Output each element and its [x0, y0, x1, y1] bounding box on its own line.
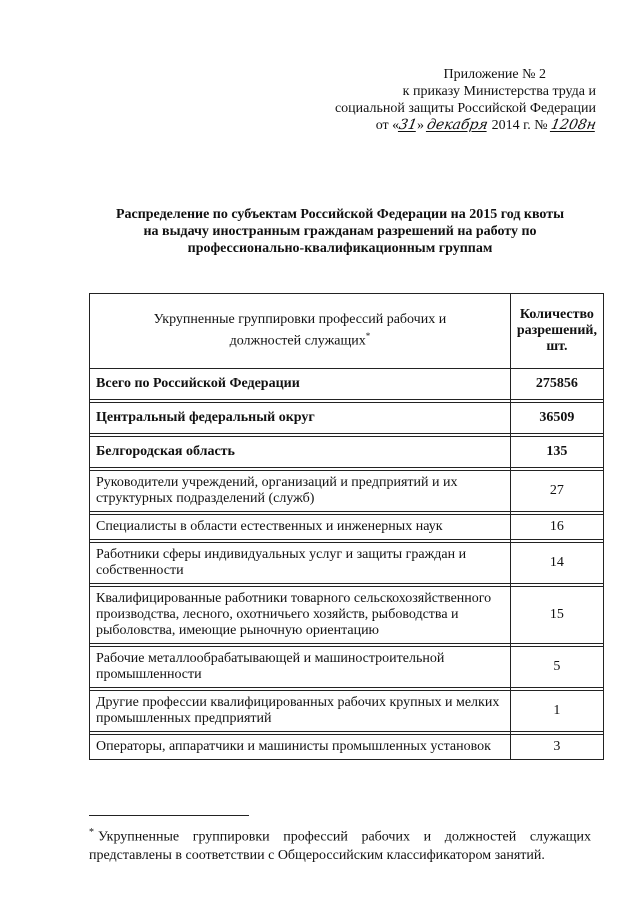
date-year: 2014 г. № — [491, 118, 548, 133]
header-count-line-3: шт. — [546, 339, 568, 354]
title-line-1: Распределение по субъектам Российской Федерации на 2015 год квоты — [115, 207, 565, 222]
group-name-cell: Работники сферы индивидуальных услуг и защиты граждан и собственности — [90, 543, 511, 584]
date-mid: » — [416, 118, 424, 133]
permit-count-cell: 16 — [510, 515, 603, 540]
permit-count-cell: 15 — [510, 587, 603, 644]
title-line-2: на выдачу иностранным гражданам разрешений на работу по — [143, 224, 537, 239]
permit-count-cell: 3 — [510, 735, 603, 760]
permit-count-cell: 27 — [510, 471, 603, 512]
header-footnote-mark: * — [365, 331, 371, 342]
permit-count-cell: 5 — [510, 647, 603, 688]
document-title — [60, 206, 620, 257]
group-name-cell: Рабочие металлообрабатывающей и машиностроительной промышленности — [90, 647, 511, 688]
table-row — [90, 691, 604, 732]
header-group-line-1: Укрупненные группировки профессий рабочих и — [153, 312, 447, 328]
group-name-cell: Квалифицированные работники товарного сельскохозяйственного производства, лесного, охотничьего хозяйств, рыбоводства и рыболовства, имеющие рыночную ориентацию — [90, 587, 511, 644]
table-row — [90, 543, 604, 584]
group-name-cell: Центральный федеральный округ — [90, 403, 511, 434]
group-name-cell: Специалисты в области естественных и инженерных наук — [90, 515, 511, 540]
quota-table — [89, 293, 604, 760]
table-header-row — [90, 294, 604, 369]
table-row — [90, 735, 604, 760]
group-name-cell: Всего по Российской Федерации — [90, 369, 511, 400]
table-row — [90, 437, 604, 468]
footnote-separator — [89, 815, 249, 816]
footnote-mark: * — [89, 827, 94, 838]
footnote — [89, 824, 591, 865]
permit-count-cell: 1 — [510, 691, 603, 732]
date-prefix: от « — [375, 118, 400, 133]
permit-count-cell: 36509 — [510, 403, 603, 434]
header-count-cell — [510, 294, 603, 369]
header-count-line-1: Количество — [519, 307, 594, 322]
title-line-3: профессионально-квалификационным группам — [187, 241, 493, 256]
appendix-date-line — [296, 117, 596, 134]
group-name-cell: Другие профессии квалифицированных рабочих крупных и мелких промышленных предприятий — [90, 691, 511, 732]
appendix-order-ref: к приказу Министерства труда и — [402, 84, 596, 99]
header-group-cell — [90, 294, 511, 369]
group-name-cell: Белгородская область — [90, 437, 511, 468]
table-row — [90, 403, 604, 434]
table-body — [90, 369, 604, 760]
date-day-handwritten: 31 — [397, 117, 419, 133]
appendix-block — [296, 66, 596, 134]
order-number-handwritten: 1208н — [549, 117, 598, 133]
footnote-text: Укрупненные группировки профессий рабочих и должностей служащих представлены в соответствии с Общероссийским классификатором занятий. — [89, 829, 591, 863]
date-month-handwritten: декабря — [426, 117, 490, 133]
appendix-ministry: социальной защиты Российской Федерации — [334, 101, 596, 116]
table-row — [90, 471, 604, 512]
group-name-cell: Операторы, аппаратчики и машинисты промышленных установок — [90, 735, 511, 760]
permit-count-cell: 275856 — [510, 369, 603, 400]
group-name-cell: Руководители учреждений, организаций и предприятий и их структурных подразделений (служб) — [90, 471, 511, 512]
table-row — [90, 647, 604, 688]
header-count-line-2: разрешений, — [516, 323, 597, 338]
table-row — [90, 515, 604, 540]
appendix-title: Приложение № 2 — [443, 67, 546, 82]
header-group-line-2: должностей служащих — [229, 333, 366, 349]
table-row — [90, 369, 604, 400]
permit-count-cell: 135 — [510, 437, 603, 468]
table-row — [90, 587, 604, 644]
permit-count-cell: 14 — [510, 543, 603, 584]
